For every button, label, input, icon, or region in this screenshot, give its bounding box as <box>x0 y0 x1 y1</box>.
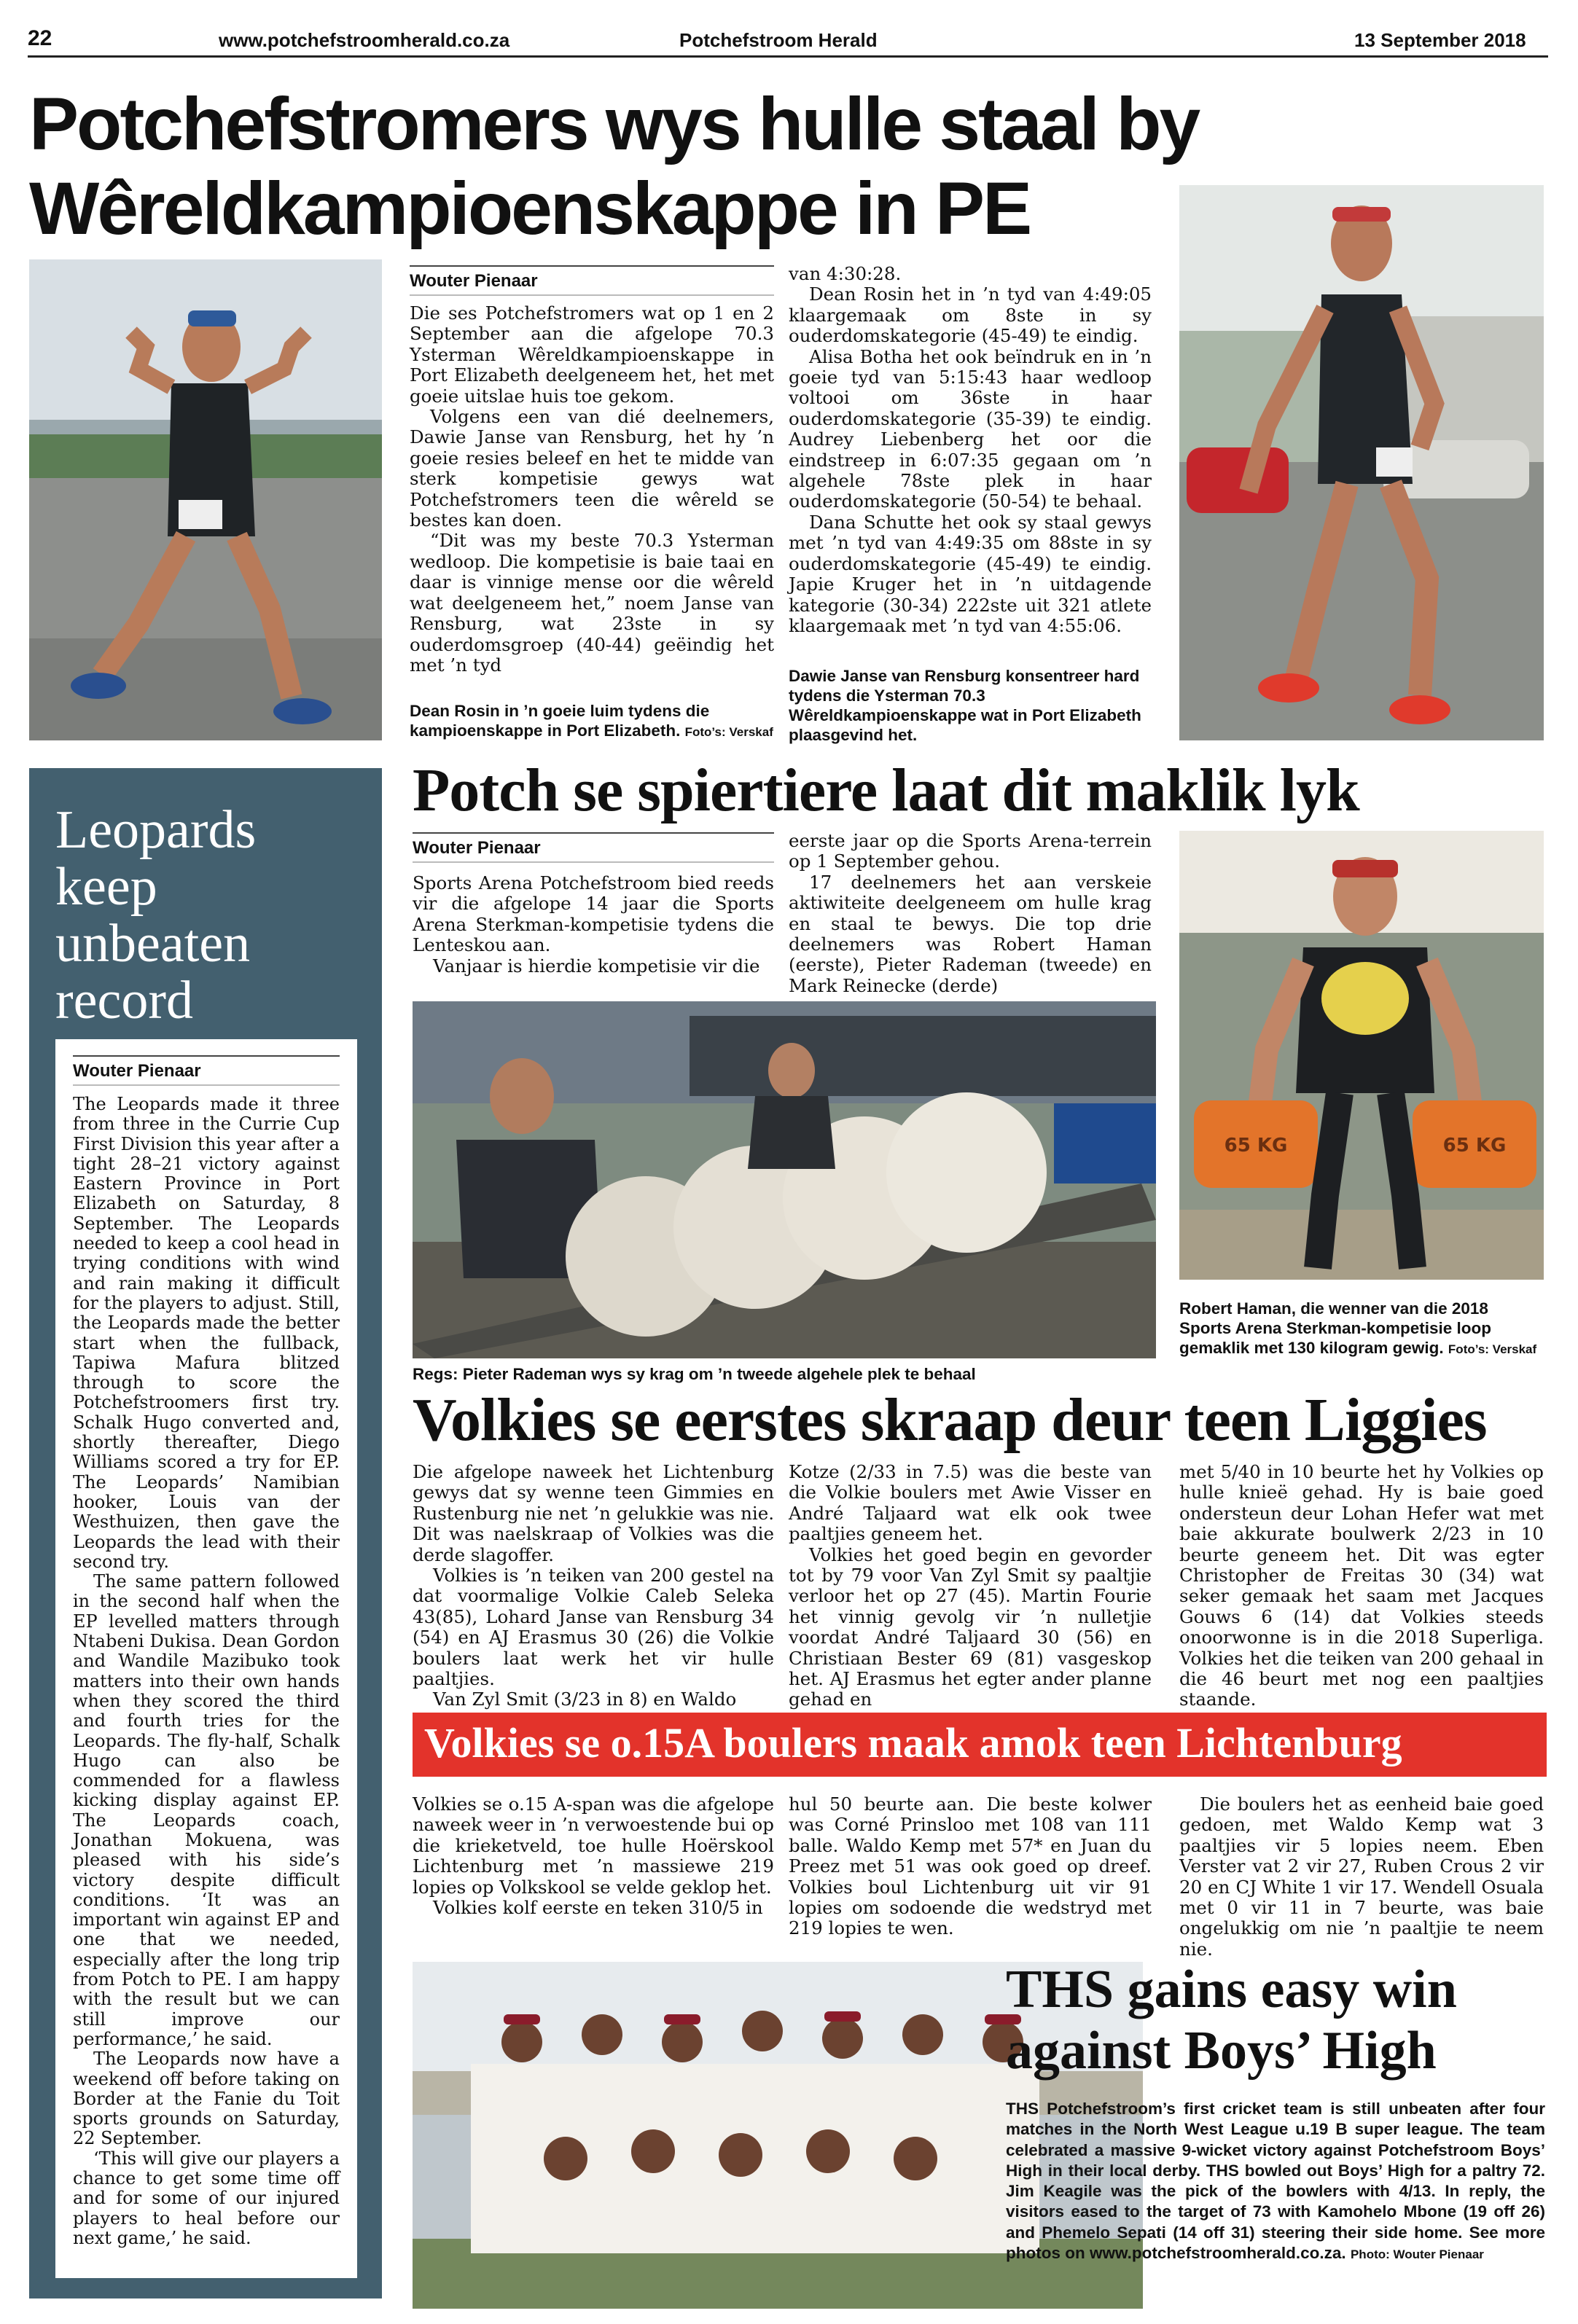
website: www.potchefstroomherald.co.za <box>219 29 510 51</box>
story2-column-1 <box>413 873 774 977</box>
story4-col1-para: Volkies kolf eerste en teken 310/5 in <box>433 1897 763 1919</box>
story3-col1-para: Van Zyl Smit (3/23 in 8) en Waldo <box>433 1689 737 1710</box>
paper-name: Potchefstroom Herald <box>679 29 878 51</box>
sidebar-byline: Wouter Pienaar <box>73 1055 340 1086</box>
photo-credit: Foto’s: Verskaf <box>1448 1342 1537 1356</box>
story2-col2-para: 17 deelnemers het aan verskeie aktiwiteite deelgeneem om hulle krag en staal te bewys. Die top drie deelnemers was Robert Haman (eerste), Pieter Rademan (tweede) en Mark Reinecke (derde) <box>789 871 1152 996</box>
sidebar-story-box <box>55 1039 357 2278</box>
story1-caption-right: Dawie Janse van Rensburg konsentreer hard tydens die Ysterman 70.3 Wêreldkampioenskappe wat in Port Elizabeth plaasgevind het. <box>789 667 1141 744</box>
story1-col1-para: Die ses Potchefstromers wat op 1 en 2 September aan die afgelope 70.3 Ysterman Wêreldkampioenskappe in Port Elizabeth deelgeneem het, het met goeie uitslae huis toe gekom. <box>410 302 774 407</box>
story3-column-2 <box>789 1462 1152 1710</box>
atlas-stones-photo-image <box>413 1001 1156 1358</box>
story2-caption-bottom: Regs: Pieter Rademan wys sy krag om ’n tweede algehele plek te behaal <box>413 1365 976 1383</box>
story4-col2-para: hul 50 beurte aan. Die beste kolwer was Corné Prinsloo met 108 van 111 balle. Waldo Kemp met 57* en Juan du Preez met 51 was ook goed op dreef. Volkies boul Lichtenburg uit vir 91 lopies om sodoende die wedstryd met 219 lopies te wen. <box>789 1793 1152 1939</box>
sidebar-headline: Leopards keep unbeaten record <box>55 800 257 1030</box>
story1-column-2 <box>789 264 1152 636</box>
story3-headline: Volkies se eerstes skraap deur teen Liggies <box>413 1386 1487 1454</box>
sidebar-para: The Leopards made it three from three in the Currie Cup First Division this year after a tight 28–21 victory against Eastern Province in Port Elizabeth on Saturday, 8 September. The Leopards needed to keep a cool head in trying conditions with wind and rain making it difficult for the players to adjust. Still, the Leopards made the better start when the fullback, Tapiwa Mafura blitzed through to score the Potchefstroomers first try. Schalk Hugo converted and, shortly thereafter, Diego Williams scored a try for EP. The Leopards’ Namibian hooker, Louis van der Westhuizen, then gave the Leopards the lead with their second try. <box>73 1094 340 1572</box>
story2-column-2 <box>789 831 1152 996</box>
caption-text: Robert Haman, die wenner van die 2018 Sports Arena Sterkman-kompetisie loop gemaklik met 130 kilogram gewig. <box>1179 1299 1492 1357</box>
weight-label-left: 65 KG <box>1224 1135 1288 1157</box>
sidebar-para: ‘This will give our players a chance to get some time off and for some of our injured players to heal before our next game,’ he said. <box>73 2148 340 2248</box>
sidebar-body <box>73 1095 340 2248</box>
story4-column-3 <box>1179 1794 1544 1960</box>
story2-caption-right <box>1179 1299 1544 1359</box>
sidebar-panel <box>29 768 382 2298</box>
sidebar-para: The Leopards now have a weekend off before taking on Border at the Fanie du Toit sports grounds on Saturday, 22 September. <box>73 2049 340 2149</box>
story2-col1-para: Sports Arena Potchefstroom bied reeds vir die afgelope 14 jaar die Sports Arena Sterkman-kompetisie tydens die Lenteskou aan. <box>413 872 774 956</box>
story1-col2-para: van 4:30:28. <box>789 263 902 284</box>
runner-photo-right <box>1179 185 1544 740</box>
runner-photo-left-image <box>29 259 382 740</box>
story4-col1-para: Volkies se o.15 A-span was die afgelope naweek weer in ’n verwoestende bui op die krieketveld, toe hulle Hoërskool Lichtenburg met ’n massiewe 219 lopies op Volkskool se velde geklop het. <box>413 1793 774 1898</box>
story1-column-1 <box>410 303 774 676</box>
story4-col3-para: Die boulers het as eenheid baie goed gedoen, met Waldo Kemp wat 3 paaltjies vir 5 lopies neem. Eben Verster vat 2 vir 27, Ruben Crous 2 vir 20 en CJ White 1 vir 17. Wendell Osuala met 0 vir 11 in 7 beurte, was baie ongelukkig om nie ’n paaltjie te neem nie. <box>1179 1793 1544 1960</box>
weight-label-right: 65 KG <box>1442 1135 1507 1157</box>
story2-byline: Wouter Pienaar <box>413 832 774 863</box>
story2-col1-para: Vanjaar is hierdie kompetisie vir die <box>433 955 760 977</box>
story4-headline: Volkies se o.15A boulers maak amok teen Lichtenburg <box>424 1719 1402 1767</box>
sidebar-para: The same pattern followed in the second half when the EP levelled matters through Ntabeni Dukisa. Dean Gordon and Wandile Mazibuko took matters into their own hands when they scored the third and fourth tries for the Leopards. The fly-half, Schalk Hugo can also be commended for a flawless kicking display against EP. The Leopards coach, Jonathan Mokuena, was pleased with his side’s victory despite difficult conditions. ‘It was an important win against EP and one that we needed, especially after the long trip from Potch to PE. I am happy with the result but we can still improve our performance,’ he said. <box>73 1571 340 2049</box>
story1-caption-left <box>410 701 774 742</box>
story1-col2-para: Alisa Botha het ook beïndruk en in ’n goeie tyd van 5:15:43 haar wedloop voltooi om 36ste in haar ouderdomskategorie (35-39) te eindig. Audrey Liebenberg het oor die eindstreep in 6:07:35 gegaan om ’n algehele 78ste plek in haar ouderdomskategorie (50-54) te behaal. <box>789 345 1152 512</box>
story1-col1-para: “Dit was my beste 70.3 Ysterman wedloop. Die kompetisie is baie taai en daar is vinnige mense oor die wêreld wat deelgeneem het,” noem Janse van Rensburg, wat 23ste in sy ouderdomsgroep (40-44) geëindig het met ’n tyd <box>410 530 774 676</box>
story2-headline: Potch se spiertiere laat dit maklik lyk <box>413 756 1359 824</box>
story5-headline-line1: THS gains easy win <box>1006 1960 1457 2019</box>
story3-column-1 <box>413 1462 774 1710</box>
caption-text: THS Potchefstroom’s first cricket team is still unbeaten after four matches in the North West League u.19 B super league. The team celebrated a massive 9-wicket victory against Potchefstroom Boys’ High in their local derby. THS bowled out Boys’ High for a paltry 72. Jim Keagile was the pick of the bowlers with 4/13. In reply, the visitors eased to the target of 73 with Kamohelo Mbone (19 off 26) and Phemelo Sepati (14 off 31) steering their side home. See more photos on www.potchefstroomherald.co.za. <box>1006 2100 1545 2263</box>
story1-headline-line2: Wêreldkampioenskappe in PE <box>29 167 1031 250</box>
folio-rule <box>28 55 1548 58</box>
story4-column-2 <box>789 1794 1152 1939</box>
photo-credit: Foto’s: Verskaf <box>684 725 773 739</box>
issue-date: 13 September 2018 <box>1354 29 1526 51</box>
farmers-walk-photo-image <box>1179 831 1544 1280</box>
story3-col2-para: Volkies het goed begin en gevorder tot by 79 voor Van Zyl Smit sy paaltjie verloor het op 27 (45). Martin Fourie het vinnig gevolg vir ’n nulletjie voordat André Taljaard 30 (56) en Christiaan Bester 69 (81) vasgeskop het. AJ Erasmus het egter ander planne gehad en <box>789 1544 1152 1710</box>
story1-col2-para: Dana Schutte het ook sy staal gewys met ’n tyd van 4:49:35 om 88ste in sy ouderdomskategorie (45-49) te eindig. Japie Kruger het in ’n uitdagende kategorie (30-34) 222ste uit 321 atlete klaargemaak met ’n tyd van 4:55:06. <box>789 511 1152 636</box>
farmers-walk-photo <box>1179 831 1544 1280</box>
story3-col1-para: Die afgelope naweek het Lichtenburg gewys dat sy wenne teen Gimmies en Rustenburg nie net ’n gelukkie was nie. Dit was naelskraap of Volkies was die derde slagoffer. <box>413 1461 774 1565</box>
story1-headline-line1: Potchefstromers wys hulle staal by <box>29 82 1199 165</box>
caption-text: Dean Rosin in ’n goeie luim tydens die kampioenskappe in Port Elizabeth. <box>410 702 710 740</box>
story3-col1-para: Volkies is ’n teiken van 200 gestel na dat voormalige Volkie Caleb Seleka 43(85), Lohard Janse van Rensburg 34 (54) en AJ Erasmus 30 (26) die Volkie boulers laat werk het vir hulle paaltjies. <box>413 1565 774 1690</box>
story4-column-1 <box>413 1794 774 1918</box>
story4-banner <box>413 1713 1547 1777</box>
story3-col3-para: met 5/40 in 10 beurte het hy Volkies op hulle knieë gehad. Hy is baie goed ondersteun deur Lohan Hefer wat met baie akkurate boulwerk 2/23 in 10 beurte geneem het. Dit was egter Christopher de Freitas 30 (34) wat seker gemaak het saam met Jacques Gouws 6 (14) dat Volkies steeds onoorwonne is in die 2018 Superliga. Volkies het die teiken van 200 gehaal in die 46 beurt met nog een paaltjies staande. <box>1179 1461 1544 1710</box>
story1-col1-para: Volgens een van dié deelnemers, Dawie Janse van Rensburg, het hy ’n goeie resies beleef en het te midde van sterk kompetisie gewys wat Potchefstromers teen die wêreld se bestes kan doen. <box>410 406 774 531</box>
page-number: 22 <box>28 26 52 50</box>
story1-byline: Wouter Pienaar <box>410 265 774 296</box>
story5-caption <box>1006 2099 1545 2265</box>
story5-headline-line2: against Boys’ High <box>1006 2021 1437 2081</box>
runner-photo-left <box>29 259 382 740</box>
photo-credit: Photo: Wouter Pienaar <box>1350 2247 1484 2262</box>
story5-headline <box>1006 1959 1545 2081</box>
atlas-stones-photo <box>413 1001 1156 1358</box>
story3-column-3 <box>1179 1462 1544 1710</box>
story1-col2-para: Dean Rosin het in ’n tyd van 4:49:05 klaargemaak om 8ste in sy ouderdomskategorie (45-49) te eindig. <box>789 283 1152 347</box>
runner-photo-right-image <box>1179 185 1544 740</box>
story3-col2-para: Kotze (2/33 in 7.5) was die beste van die Volkie boulers met Awie Visser en André Taljaard wat elk ook twee paaltjies geneem het. <box>789 1461 1152 1545</box>
story2-col2-para: eerste jaar op die Sports Arena-terrein op 1 September gehou. <box>789 830 1152 872</box>
